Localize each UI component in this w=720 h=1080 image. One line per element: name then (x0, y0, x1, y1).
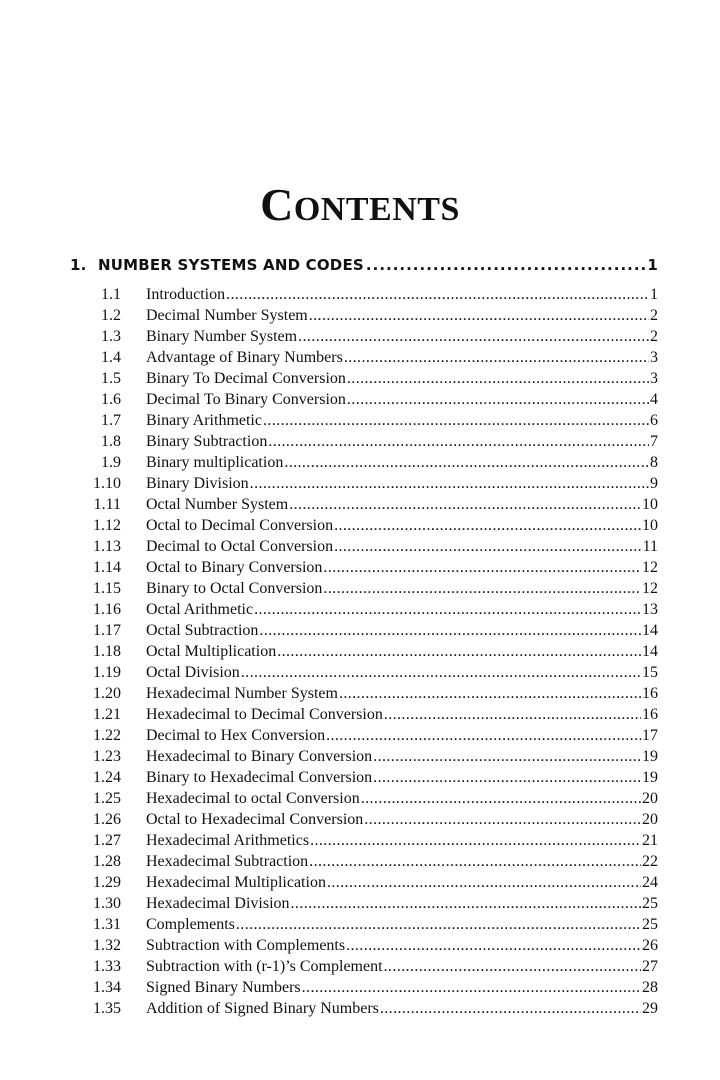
toc-entry[interactable] (0, 830, 720, 851)
section-page: 3 (650, 349, 658, 366)
section-number: 1.32 (93, 937, 121, 954)
section-page: 22 (642, 853, 658, 870)
section-number: 1.11 (93, 496, 121, 513)
dot-leader (347, 368, 649, 389)
dot-leader (323, 578, 641, 599)
section-title: Binary to Hexadecimal Conversion (146, 769, 373, 786)
page-title (0, 178, 720, 231)
section-number: 1.28 (93, 853, 121, 870)
chapter-title: NUMBER SYSTEMS AND CODES (98, 256, 364, 274)
toc-entry[interactable] (0, 620, 720, 641)
section-title: Hexadecimal Number System (146, 685, 338, 702)
section-title: Introduction (146, 286, 226, 303)
section-title: Hexadecimal to octal Conversion (146, 790, 360, 807)
dot-leader (309, 305, 649, 326)
toc-entry[interactable] (0, 431, 720, 452)
toc-entry[interactable] (0, 536, 720, 557)
section-title: Decimal to Octal Conversion (146, 538, 334, 555)
toc-entry[interactable] (0, 767, 720, 788)
section-title: Octal Arithmetic (146, 601, 254, 618)
section-title: Binary Number System (146, 328, 298, 345)
section-title: Subtraction with (r-1)’s Complement (146, 958, 383, 975)
section-page: 2 (650, 307, 658, 324)
section-title: Hexadecimal Division (146, 895, 290, 912)
section-page: 19 (642, 769, 658, 786)
toc-entry[interactable] (0, 935, 720, 956)
toc-entry[interactable] (0, 305, 720, 326)
section-title: Complements (146, 916, 235, 933)
section-page: 10 (642, 496, 658, 513)
toc-entry[interactable] (0, 977, 720, 998)
toc-entry[interactable] (0, 809, 720, 830)
section-number: 1.6 (101, 391, 121, 408)
toc-entry[interactable] (0, 893, 720, 914)
section-number: 1.8 (101, 433, 121, 450)
section-number: 1.26 (93, 811, 121, 828)
page-title-initial: C (260, 179, 294, 230)
dot-leader (373, 746, 641, 767)
dot-leader (346, 935, 641, 956)
dot-leader (366, 256, 645, 274)
dot-leader (373, 767, 641, 788)
section-page: 10 (642, 517, 658, 534)
toc-entry[interactable] (0, 641, 720, 662)
dot-leader (298, 326, 649, 347)
dot-leader (263, 410, 649, 431)
toc-entry[interactable] (0, 473, 720, 494)
section-page: 27 (642, 958, 658, 975)
toc-entry[interactable] (0, 683, 720, 704)
dot-leader (384, 704, 641, 725)
page-title-rest: ONTENTS (293, 191, 460, 228)
section-title: Hexadecimal to Binary Conversion (146, 748, 373, 765)
dot-leader (384, 956, 641, 977)
toc-entry[interactable] (0, 956, 720, 977)
section-page: 8 (650, 454, 658, 471)
toc-entry[interactable] (0, 746, 720, 767)
section-number: 1.18 (93, 643, 121, 660)
section-title: Hexadecimal Multiplication (146, 874, 326, 891)
dot-leader (302, 977, 641, 998)
section-number: 1.12 (93, 517, 121, 534)
chapter-page: 1 (647, 256, 658, 274)
section-page: 11 (642, 538, 658, 555)
section-page: 20 (642, 790, 658, 807)
toc-entry[interactable] (0, 788, 720, 809)
section-title: Octal Multiplication (146, 643, 277, 660)
section-title: Advantage of Binary Numbers (146, 349, 343, 366)
toc-entry[interactable] (0, 368, 720, 389)
section-page: 28 (642, 979, 658, 996)
section-page: 19 (642, 748, 658, 765)
section-number: 1.7 (101, 412, 121, 429)
section-number: 1.1 (101, 286, 121, 303)
dot-leader (284, 452, 649, 473)
section-page: 4 (650, 391, 658, 408)
toc-entry[interactable] (0, 851, 720, 872)
section-title: Signed Binary Numbers (146, 979, 301, 996)
dot-leader (254, 599, 641, 620)
dot-leader (327, 872, 641, 893)
toc-entry[interactable] (0, 410, 720, 431)
dot-leader (268, 431, 649, 452)
toc-entry[interactable] (0, 557, 720, 578)
section-title: Octal to Binary Conversion (146, 559, 323, 576)
dot-leader (344, 347, 649, 368)
toc-entry[interactable] (0, 872, 720, 893)
toc-entry[interactable] (0, 326, 720, 347)
section-page: 29 (642, 1000, 658, 1017)
section-number: 1.5 (101, 370, 121, 387)
toc-entry[interactable] (0, 599, 720, 620)
toc-entry[interactable] (0, 998, 720, 1019)
toc-entry[interactable] (0, 452, 720, 473)
dot-leader (259, 620, 641, 641)
section-page: 21 (642, 832, 658, 849)
chapter-entry[interactable] (70, 256, 658, 274)
section-page: 1 (650, 286, 658, 303)
section-number: 1.19 (93, 664, 121, 681)
dot-leader (236, 914, 641, 935)
section-title: Binary To Decimal Conversion (146, 370, 346, 387)
dot-leader (364, 809, 641, 830)
section-page: 14 (642, 622, 658, 639)
toc-entry[interactable] (0, 284, 720, 305)
section-page: 6 (650, 412, 658, 429)
section-number: 1.15 (93, 580, 121, 597)
section-title: Binary to Octal Conversion (146, 580, 323, 597)
dot-leader (380, 998, 641, 1019)
section-title: Octal Number System (146, 496, 289, 513)
section-title: Octal to Hexadecimal Conversion (146, 811, 364, 828)
dot-leader (326, 725, 641, 746)
dot-leader (241, 662, 641, 683)
section-title: Hexadecimal Subtraction (146, 853, 309, 870)
section-number: 1.13 (93, 538, 121, 555)
section-title: Binary Division (146, 475, 249, 492)
section-number: 1.4 (101, 349, 121, 366)
dot-leader (309, 851, 641, 872)
section-number: 1.21 (93, 706, 121, 723)
dot-leader (310, 830, 641, 851)
section-title: Subtraction with Complements (146, 937, 346, 954)
section-page: 7 (650, 433, 658, 450)
toc-entry[interactable] (0, 662, 720, 683)
section-number: 1.24 (93, 769, 121, 786)
section-page: 14 (642, 643, 658, 660)
section-page: 9 (650, 475, 658, 492)
dot-leader (277, 641, 641, 662)
section-title: Binary Subtraction (146, 433, 268, 450)
section-number: 1.14 (93, 559, 121, 576)
section-title: Binary multiplication (146, 454, 284, 471)
dot-leader (291, 893, 641, 914)
section-page: 20 (642, 811, 658, 828)
dot-leader (226, 284, 649, 305)
section-page: 16 (642, 706, 658, 723)
section-number: 1.17 (93, 622, 121, 639)
section-number: 1.30 (93, 895, 121, 912)
dot-leader (361, 788, 641, 809)
dot-leader (289, 494, 641, 515)
section-number: 1.16 (93, 601, 121, 618)
section-number: 1.9 (101, 454, 121, 471)
toc-entry[interactable] (0, 347, 720, 368)
section-title: Decimal To Binary Conversion (146, 391, 346, 408)
section-number: 1.3 (101, 328, 121, 345)
section-page: 25 (642, 916, 658, 933)
toc-entry[interactable] (0, 725, 720, 746)
section-number: 1.33 (93, 958, 121, 975)
section-page: 15 (642, 664, 658, 681)
section-number: 1.35 (93, 1000, 121, 1017)
section-title: Hexadecimal to Decimal Conversion (146, 706, 383, 723)
section-title: Binary Arithmetic (146, 412, 262, 429)
toc-entry[interactable] (0, 389, 720, 410)
section-title: Octal to Decimal Conversion (146, 517, 334, 534)
section-number: 1.22 (93, 727, 121, 744)
section-page: 26 (642, 937, 658, 954)
dot-leader (339, 683, 641, 704)
section-number: 1.31 (93, 916, 121, 933)
dot-leader (334, 515, 641, 536)
toc-entry[interactable] (0, 494, 720, 515)
section-title: Octal Subtraction (146, 622, 259, 639)
section-page: 2 (650, 328, 658, 345)
toc-entry[interactable] (0, 704, 720, 725)
section-number: 1.29 (93, 874, 121, 891)
toc-entry[interactable] (0, 914, 720, 935)
section-page: 13 (642, 601, 658, 618)
section-page: 12 (642, 580, 658, 597)
toc-entry[interactable] (0, 515, 720, 536)
section-page: 16 (642, 685, 658, 702)
section-title: Decimal to Hex Conversion (146, 727, 326, 744)
section-page: 12 (642, 559, 658, 576)
chapter-number: 1. (70, 256, 87, 274)
dot-leader (323, 557, 641, 578)
section-page: 25 (642, 895, 658, 912)
section-number: 1.23 (93, 748, 121, 765)
section-number: 1.34 (93, 979, 121, 996)
section-title: Decimal Number System (146, 307, 308, 324)
toc-entry[interactable] (0, 578, 720, 599)
section-number: 1.2 (101, 307, 121, 324)
section-number: 1.20 (93, 685, 121, 702)
section-page: 3 (650, 370, 658, 387)
dot-leader (250, 473, 649, 494)
section-page: 24 (642, 874, 658, 891)
section-title: Octal Division (146, 664, 240, 681)
dot-leader (334, 536, 642, 557)
section-number: 1.10 (93, 475, 121, 492)
section-number: 1.25 (93, 790, 121, 807)
section-title: Hexadecimal Arithmetics (146, 832, 310, 849)
section-title: Addition of Signed Binary Numbers (146, 1000, 379, 1017)
section-page: 17 (642, 727, 658, 744)
section-number: 1.27 (93, 832, 121, 849)
dot-leader (347, 389, 649, 410)
